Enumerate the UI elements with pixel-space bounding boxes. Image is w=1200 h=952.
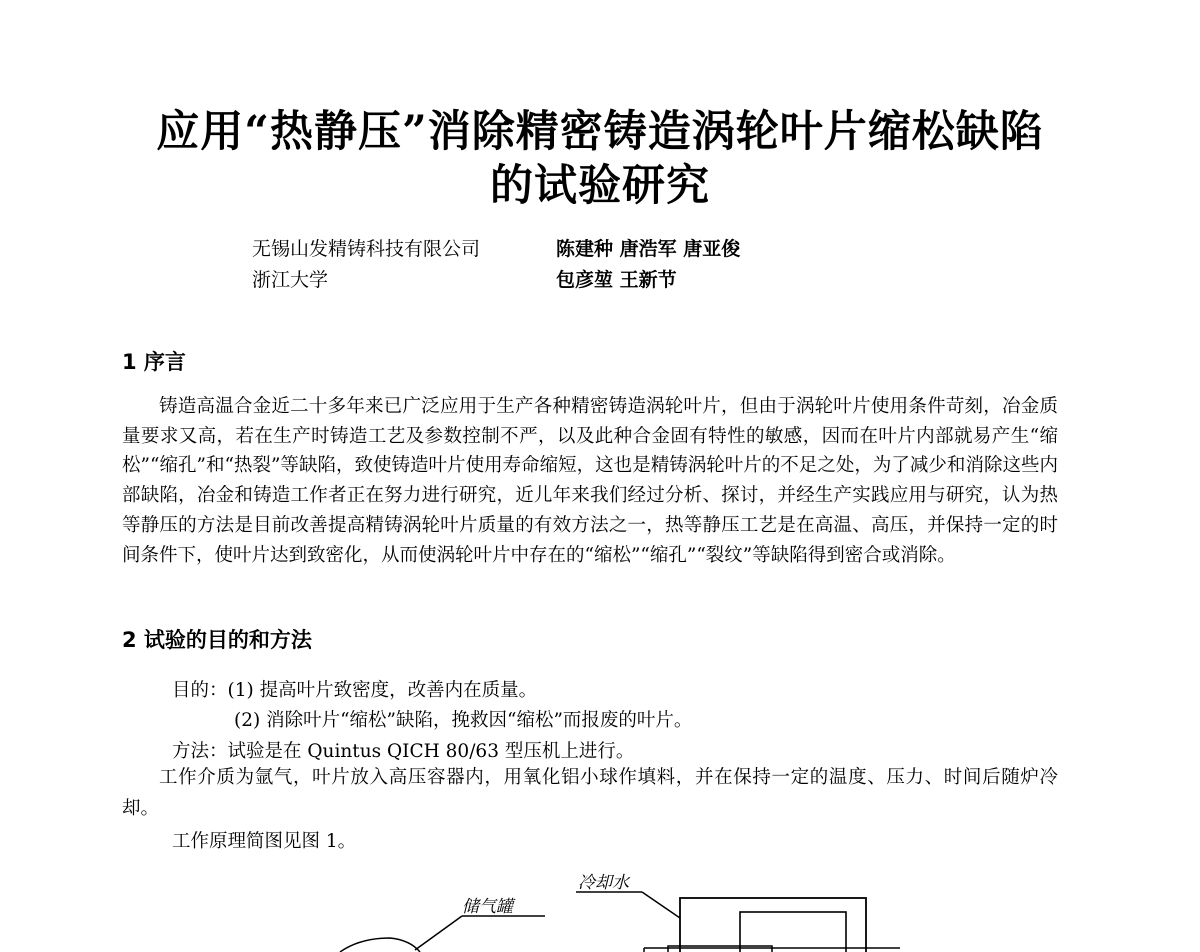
section-2-heading: 2 试验的目的和方法 (122, 628, 312, 652)
cooling-water-loop-outer (680, 898, 866, 952)
gas-tank-outline (340, 938, 420, 952)
affiliation-1: 无锡山发精铸科技有限公司 (252, 238, 481, 260)
method-line: 方法：试验是在 Quintus QICH 80/63 型压机上进行。 (172, 741, 635, 762)
purpose-item-1: 目的：(1) 提高叶片致密度，改善内在质量。 (172, 680, 538, 701)
cooling-water-label: 冷却水 (578, 873, 629, 893)
affiliation-2: 浙江大学 (252, 269, 329, 291)
schematic-reference: 工作原理简图见图 1。 (172, 831, 357, 852)
cooling-water-leader (642, 892, 680, 918)
vessel-cap (668, 946, 772, 952)
medium-paragraph: 工作介质为氩气，叶片放入高压容器内，用氧化铝小球作填料，并在保持一定的温度、压力、时间后随炉冷却。 (122, 767, 1058, 819)
gas-tank-leader (415, 916, 462, 950)
authors-1: 陈建种 唐浩军 唐亚俊 (556, 238, 741, 260)
section-1-heading: 1 序言 (122, 350, 186, 374)
title-line-2: 的试验研究 (490, 161, 710, 211)
section-1-paragraph: 铸造高温合金近二十多年来已广泛应用于生产各种精密铸造涡轮叶片，但由于涡轮叶片使用条件苛刻，冶金质量要求又高，若在生产时铸造工艺及参数控制不严，以及此种合金固有特性的敏感，因而在叶片内部就易产生“缩松”“缩孔”和“热裂”等缺陷，致使铸造叶片使用寿命缩短，这也是精铸涡轮叶片的不足之处，为了减少和消除这些内部缺陷，冶金和铸造工作者正在努力进行研究，近儿年来我们经过分析、探讨，并经生产实践应用与研究，认为热等静压的方法是目前改善提高精铸涡轮叶片质量的有效方法之一，热等静压工艺是在高温、高压，并保持一定的时间条件下，使叶片达到致密化，从而使涡轮叶片中存在的“缩松”“缩孔”“裂纹”等缺陷得到密合或消除。 (122, 396, 1058, 566)
title-line-1: 应用“热静压”消除精密铸造涡轮叶片缩松缺陷 (156, 107, 1044, 157)
authors-2: 包彦堃 王新节 (556, 269, 677, 291)
purpose-item-2: (2) 消除叶片“缩松”缺陷，挽救因“缩松”而报废的叶片。 (234, 710, 693, 731)
gas-tank-label: 储气罐 (462, 897, 513, 917)
hip-schematic-figure (0, 860, 1200, 952)
